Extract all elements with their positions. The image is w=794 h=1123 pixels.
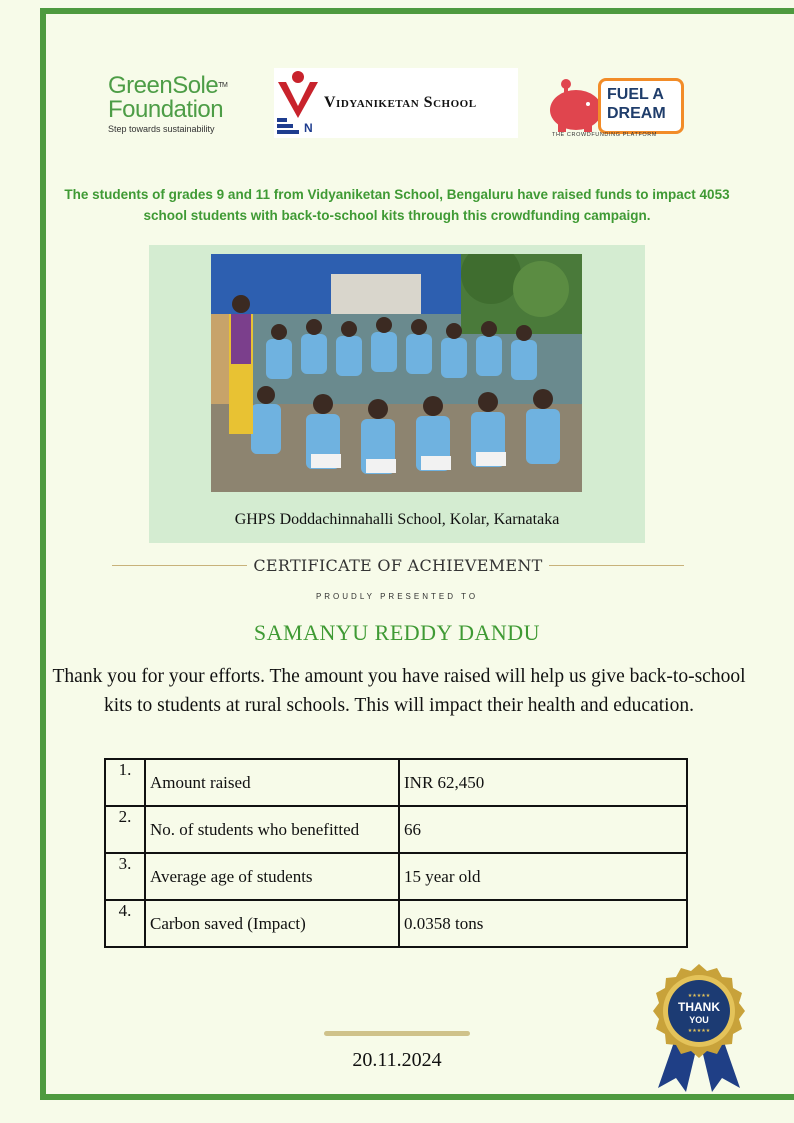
campaign-intro: The students of grades 9 and 11 from Vidyaniketan School, Bengaluru have raised funds to impact 4053 school students with back-to-school kits through this crowdfunding campaign. [64, 187, 730, 223]
row-label: Average age of students [145, 853, 399, 900]
row-value: 66 [399, 806, 687, 853]
badge-you: YOU [689, 1015, 709, 1025]
certificate-date: 20.11.2024 [352, 1049, 442, 1071]
badge-thank: THANK [678, 1000, 720, 1014]
thank-you-badge-icon [644, 962, 754, 1092]
greensole-logo [108, 74, 258, 136]
heading-rule-right [549, 565, 684, 566]
row-label: Carbon saved (Impact) [145, 900, 399, 947]
fuel-a-dream-tagline: THE CROWDFUNDING PLATFORM [552, 132, 658, 138]
impact-table [104, 758, 688, 948]
fuel-a-dream-logo [546, 76, 684, 142]
row-value: INR 62,450 [399, 759, 687, 806]
vidyaniketan-emblem-icon [274, 68, 322, 138]
row-number: 1. [105, 759, 145, 806]
greensole-foundation: Foundation [108, 96, 224, 123]
table-row [105, 853, 687, 900]
photo-panel [149, 245, 645, 543]
row-number: 4. [105, 900, 145, 947]
vidyaniketan-name: Vidyaniketan School [324, 94, 477, 111]
frame-top-border [40, 8, 794, 14]
greensole-tagline: Step towards sustainability [108, 124, 215, 134]
row-number: 3. [105, 853, 145, 900]
row-label: Amount raised [145, 759, 399, 806]
thank-you-message: Thank you for your efforts. The amount you have raised will help us give back-to-school kits to students at rural schools. This will impact their health and education. [52, 666, 746, 716]
row-value: 15 year old [399, 853, 687, 900]
frame-left-border [40, 8, 46, 1100]
students-group-photo [211, 254, 582, 492]
row-value: 0.0358 tons [399, 900, 687, 947]
badge-stars-top: ★★★★★ [687, 993, 711, 999]
row-number: 2. [105, 806, 145, 853]
certificate-heading [112, 554, 684, 576]
fuel-a-dream-line1: FUEL A [607, 86, 664, 103]
svg-text:N: N [304, 121, 313, 135]
certificate-title: CERTIFICATE OF ACHIEVEMENT [253, 555, 543, 575]
vidyaniketan-logo [274, 68, 518, 138]
frame-bottom-border [40, 1094, 794, 1100]
table-row [105, 759, 687, 806]
badge-stars-bottom: ★★★★★ [687, 1028, 711, 1034]
greensole-name: GreenSole [108, 72, 219, 99]
greensole-tm: TM [218, 82, 228, 89]
presented-to-label: PROUDLY PRESENTED TO [315, 592, 479, 601]
fuel-a-dream-line2: DREAM [607, 105, 666, 122]
table-row [105, 900, 687, 947]
table-row [105, 806, 687, 853]
heading-rule-left [112, 565, 247, 566]
recipient-name: SAMANYU REDDY DANDU [253, 620, 541, 645]
row-label: No. of students who benefitted [145, 806, 399, 853]
piggy-bank-icon [546, 78, 606, 134]
date-rule [324, 1031, 470, 1036]
photo-caption: GHPS Doddachinnahalli School, Kolar, Karnataka [234, 511, 560, 528]
